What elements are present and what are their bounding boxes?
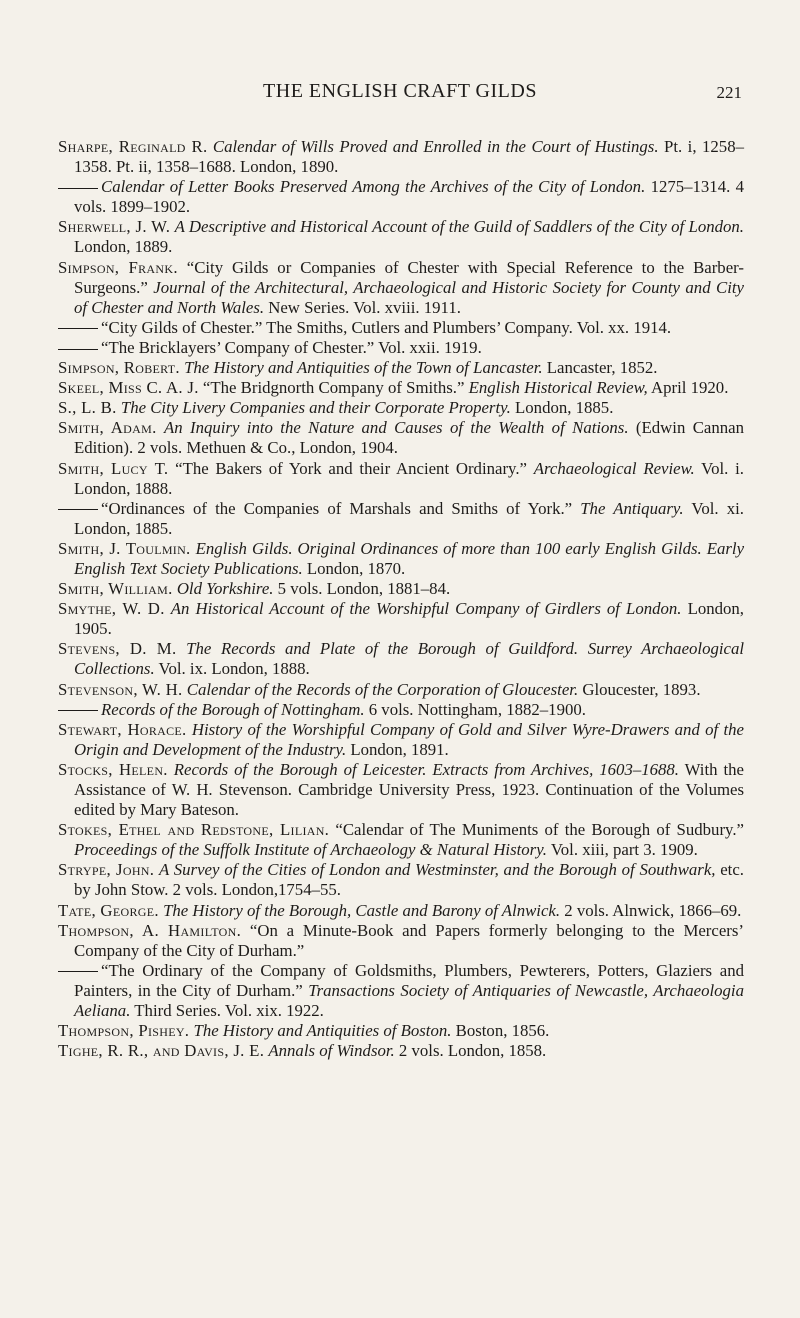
entry-text: Vol. i. London, 1888.	[74, 458, 744, 498]
entry-author: Tighe, R. R., and Davis, J. E.	[58, 1041, 265, 1061]
bibliography-entry	[58, 760, 744, 820]
entry-title: English Gilds. Original Ordinances of more than 100 early English Gilds. Early English Text Society Publications.	[74, 538, 745, 578]
entry-text: Vol. xi. London, 1885.	[74, 498, 744, 538]
entry-title: The City Livery Companies and their Corporate Property.	[120, 398, 511, 418]
bibliography-list	[58, 137, 744, 1061]
entry-title: A Descriptive and Historical Account of the Guild of Saddlers of the City of London.	[174, 217, 744, 237]
entry-text: London, 1885.	[510, 398, 614, 418]
entry-title: An Historical Account of the Worshipful Company of Girdlers of London.	[170, 599, 682, 619]
entry-text: “The Bricklayers’ Company of Chester.” Vol. xxii. 1919.	[101, 337, 482, 357]
entry-author: Stewart, Horace.	[58, 719, 187, 739]
entry-title: Records of the Borough of Leicester. Extracts from Archives, 1603–1688.	[173, 759, 679, 779]
entry-title: Calendar of Wills Proved and Enrolled in the Court of Hustings.	[212, 137, 659, 156]
entry-author: Smythe, W. D.	[58, 599, 165, 619]
entry-author: S., L. B.	[58, 398, 117, 418]
entry-author: Sherwell, J. W.	[58, 217, 171, 237]
bibliography-entry	[58, 1021, 744, 1041]
entry-text: Pt. i, 1258–1358. Pt. ii, 1358–1688. London, 1890.	[74, 137, 744, 177]
entry-title: Annals of Windsor.	[268, 1041, 395, 1061]
bibliography-entry	[58, 820, 744, 860]
entry-title: An Inquiry into the Nature and Causes of the Wealth of Nations.	[163, 418, 629, 438]
entry-author: Thompson, Pishey.	[58, 1021, 190, 1041]
entry-title: Records of the Borough of Nottingham.	[101, 699, 365, 719]
entry-text: Gloucester, 1893.	[578, 679, 701, 699]
bibliography-entry	[58, 137, 744, 177]
bibliography-entry	[58, 258, 744, 318]
entry-title: Transactions Society of Antiquaries of Newcastle, Archaeologia Aeliana.	[74, 980, 744, 1021]
entry-text: etc. by John Stow. 2 vols. London,1754–55.	[74, 860, 744, 900]
ditto-rule	[58, 509, 98, 510]
bibliography-entry	[58, 217, 744, 257]
bibliography-entry	[58, 639, 744, 679]
page-header	[58, 80, 742, 110]
bibliography-entry	[58, 1041, 744, 1061]
entry-text: “The Bakers of York and their Ancient Ordinary.”	[168, 458, 534, 478]
entry-text: “Calendar of The Muniments of the Borough of Sudbury.”	[329, 820, 744, 840]
entry-author: Smith, Lucy T.	[58, 458, 169, 478]
bibliography-entry	[58, 539, 744, 579]
bibliography-entry	[58, 901, 744, 921]
bibliography-entry	[58, 700, 744, 720]
entry-title: Archaeological Review.	[533, 458, 695, 478]
entry-author: Smith, Adam.	[58, 418, 157, 438]
bibliography-entry	[58, 459, 744, 499]
entry-text: “The Bridgnorth Company of Smiths.”	[198, 378, 469, 398]
entry-title: The History and Antiquities of Boston.	[193, 1021, 452, 1041]
entry-author: Sharpe, Reginald R.	[58, 137, 208, 156]
ditto-rule	[58, 188, 98, 189]
ditto-rule	[58, 328, 98, 329]
entry-title: The Antiquary.	[580, 498, 684, 518]
ditto-rule	[58, 349, 98, 350]
entry-author: Tate, George.	[58, 900, 159, 920]
entry-title: The Records and Plate of the Borough of Guildford. Surrey Archaeological Collections.	[74, 639, 745, 679]
running-head: THE ENGLISH CRAFT GILDS	[263, 80, 537, 102]
entry-text: London, 1889.	[74, 237, 173, 257]
entry-text: 2 vols. London, 1858.	[394, 1041, 547, 1061]
entry-title: The History and Antiquities of the Town of Lancaster.	[184, 358, 543, 378]
entry-text: 5 vols. London, 1881–84.	[273, 579, 451, 599]
entry-author: Smith, J. Toulmin.	[58, 538, 191, 558]
entry-title: Calendar of the Records of the Corporation of Gloucester.	[186, 679, 579, 699]
bibliography-entry	[58, 579, 744, 599]
bibliography-entry	[58, 338, 744, 358]
entry-text: “On a Minute-Book and Papers formerly belonging to the Mercers’ Company of the City of Durham.”	[74, 920, 745, 960]
entry-author: Skeel, Miss C. A. J.	[58, 378, 199, 398]
entry-author: Strype, John.	[58, 860, 155, 880]
bibliography-entry	[58, 499, 744, 539]
entry-author: Thompson, A. Hamilton.	[58, 920, 242, 940]
bibliography-entry	[58, 418, 744, 458]
ditto-rule	[58, 971, 98, 972]
bibliography-entry	[58, 318, 744, 338]
bibliography-entry	[58, 398, 744, 418]
entry-text: “Ordinances of the Companies of Marshals and Smiths of York.”	[101, 498, 581, 518]
entry-title: The History of the Borough, Castle and Barony of Alnwick.	[163, 900, 561, 920]
entry-text: 6 vols. Nottingham, 1882–1900.	[364, 699, 586, 719]
entry-author: Stokes, Ethel and Redstone, Lilian.	[58, 820, 330, 840]
bibliography-entry	[58, 720, 744, 760]
entry-text: Boston, 1856.	[451, 1021, 550, 1041]
entry-text	[176, 639, 186, 658]
entry-text: London, 1905.	[74, 599, 744, 639]
entry-text: London, 1870.	[302, 558, 406, 578]
bibliography-entry	[58, 680, 744, 700]
entry-title: History of the Worshipful Company of Gold and Silver Wyre-Drawers and of the Origin and Development of the Industry.	[74, 719, 745, 759]
entry-text: New Series. Vol. xviii. 1911.	[264, 297, 461, 317]
entry-author: Simpson, Robert.	[58, 358, 180, 378]
entry-text: London, 1891.	[346, 739, 449, 759]
entry-author: Stevens, D. M.	[58, 639, 177, 659]
bibliography-entry	[58, 358, 744, 378]
entry-title: Proceedings of the Suffolk Institute of Archaeology & Natural History.	[74, 840, 547, 860]
entry-text: Vol. ix. London, 1888.	[154, 659, 310, 679]
entry-author: Stocks, Helen.	[58, 759, 168, 779]
entry-author: Smith, William.	[58, 579, 173, 599]
entry-title: Journal of the Architectural, Archaeological and Historic Society for County and City of Chester and North Wales.	[74, 277, 744, 317]
entry-text: With the Assistance of W. H. Stevenson. Cambridge University Press, 1923. Continuation of the Volumes edited by Mary Bateson.	[74, 759, 744, 820]
entry-text: Third Series. Vol. xix. 1922.	[130, 1001, 324, 1021]
entry-text: “City Gilds or Companies of Chester with Special Reference to the Barber-Surgeons.”	[74, 257, 744, 297]
entry-author: Stevenson, W. H.	[58, 679, 183, 699]
ditto-rule	[58, 710, 98, 711]
entry-text: Lancaster, 1852.	[542, 358, 658, 378]
entry-text	[157, 418, 164, 437]
page-number: 221	[716, 83, 742, 102]
entry-text: 2 vols. Alnwick, 1866–69.	[560, 900, 742, 920]
entry-title: English Historical Review,	[468, 378, 648, 398]
bibliography-entry	[58, 921, 744, 961]
bibliography-entry	[58, 860, 744, 900]
bibliography-entry	[58, 378, 744, 398]
entry-text: 1275–1314. 4 vols. 1899–1902.	[74, 177, 744, 217]
bibliography-entry	[58, 177, 744, 217]
entry-title: A Survey of the Cities of London and Westminster, and the Borough of Southwark,	[159, 860, 716, 880]
entry-text: April 1920.	[647, 378, 729, 398]
entry-text: “The Ordinary of the Company of Goldsmiths, Plumbers, Pewterers, Potters, Glaziers and Painters, in the City of Durham.”	[74, 960, 744, 1000]
entry-text: Vol. xiii, part 3. 1909.	[546, 840, 698, 860]
entry-title: Calendar of Letter Books Preserved Among the Archives of the City of London.	[101, 177, 646, 197]
entry-text: (Edwin Cannan Edition). 2 vols. Methuen & Co., London, 1904.	[74, 418, 744, 458]
bibliography-entry	[58, 599, 744, 639]
entry-author: Simpson, Frank.	[58, 257, 178, 277]
entry-text: “City Gilds of Chester.” The Smiths, Cutlers and Plumbers’ Company. Vol. xx. 1914.	[101, 317, 672, 337]
bibliography-entry	[58, 961, 744, 1021]
entry-title: Old Yorkshire.	[176, 579, 274, 599]
